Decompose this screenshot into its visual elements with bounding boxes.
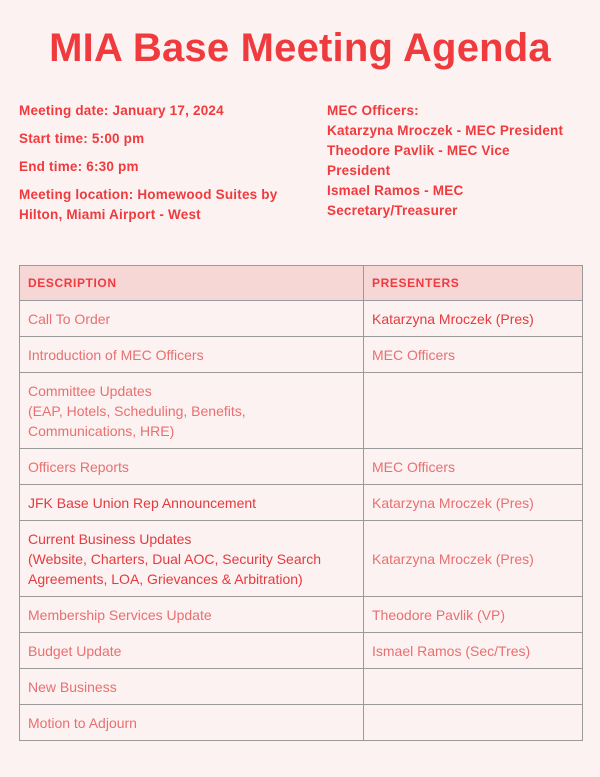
description-text: Committee Updates	[28, 382, 152, 399]
description-text: Officers Reports	[28, 458, 129, 475]
row-presenter	[364, 705, 583, 741]
row-presenter: Theodore Pavlik (VP)	[364, 597, 583, 633]
description-subtext: Agreements, LOA, Grievances & Arbitration)	[28, 570, 303, 587]
row-description	[20, 669, 364, 705]
row-presenter	[364, 669, 583, 705]
row-description	[20, 597, 364, 633]
row-presenter: Katarzyna Mroczek (Pres)	[364, 485, 583, 521]
row-description	[20, 633, 364, 669]
table-header-row	[20, 266, 583, 301]
officer-line: Katarzyna Mroczek - MEC President	[327, 123, 564, 138]
description-subtext: Communications, HRE)	[28, 422, 175, 439]
row-description	[20, 485, 364, 521]
row-description	[20, 521, 364, 597]
officer-line: Ismael Ramos - MEC	[327, 183, 464, 198]
row-presenter: Katarzyna Mroczek (Pres)	[364, 521, 583, 597]
row-description	[20, 449, 364, 485]
description-text: JFK Base Union Rep Announcement	[28, 494, 257, 511]
column-header-description: DESCRIPTION	[20, 266, 364, 301]
description-text: Introduction of MEC Officers	[28, 346, 204, 363]
meeting-location-line1: Meeting location: Homewood Suites by	[19, 187, 278, 202]
row-description	[20, 337, 364, 373]
meeting-location	[19, 185, 319, 225]
table-row	[20, 337, 583, 373]
table-row	[20, 485, 583, 521]
officer-line: President	[327, 163, 391, 178]
description-text: Call To Order	[28, 310, 111, 327]
row-presenter: MEC Officers	[364, 449, 583, 485]
meeting-date: Meeting date: January 17, 2024	[19, 103, 224, 118]
table-row	[20, 705, 583, 741]
agenda-table	[19, 265, 583, 741]
table-row	[20, 521, 583, 597]
table-row	[20, 301, 583, 337]
officer-line: Secretary/Treasurer	[327, 203, 458, 218]
table-row	[20, 373, 583, 449]
page-title: MIA Base Meeting Agenda	[49, 26, 551, 70]
description-text: Current Business Updates	[28, 530, 192, 547]
row-description	[20, 705, 364, 741]
table-row	[20, 669, 583, 705]
table-row	[20, 633, 583, 669]
officer-line: Theodore Pavlik - MEC Vice	[327, 143, 510, 158]
description-subtext: (EAP, Hotels, Scheduling, Benefits,	[28, 402, 246, 419]
officers-heading: MEC Officers:	[327, 103, 419, 118]
start-time: Start time: 5:00 pm	[19, 131, 145, 146]
row-description	[20, 373, 364, 449]
row-presenter: Katarzyna Mroczek (Pres)	[364, 301, 583, 337]
row-presenter	[364, 373, 583, 449]
mec-officers	[327, 101, 597, 221]
table-row	[20, 449, 583, 485]
description-text: New Business	[28, 678, 117, 695]
description-subtext: (Website, Charters, Dual AOC, Security Search	[28, 550, 322, 567]
table-row	[20, 597, 583, 633]
row-description	[20, 301, 364, 337]
description-text: Motion to Adjourn	[28, 714, 137, 731]
meeting-details	[19, 101, 319, 233]
end-time: End time: 6:30 pm	[19, 159, 139, 174]
description-text: Budget Update	[28, 642, 122, 659]
column-header-presenters: PRESENTERS	[364, 266, 583, 301]
description-text: Membership Services Update	[28, 606, 212, 623]
row-presenter: Ismael Ramos (Sec/Tres)	[364, 633, 583, 669]
row-presenter: MEC Officers	[364, 337, 583, 373]
meeting-location-line2: Hilton, Miami Airport - West	[19, 207, 201, 222]
